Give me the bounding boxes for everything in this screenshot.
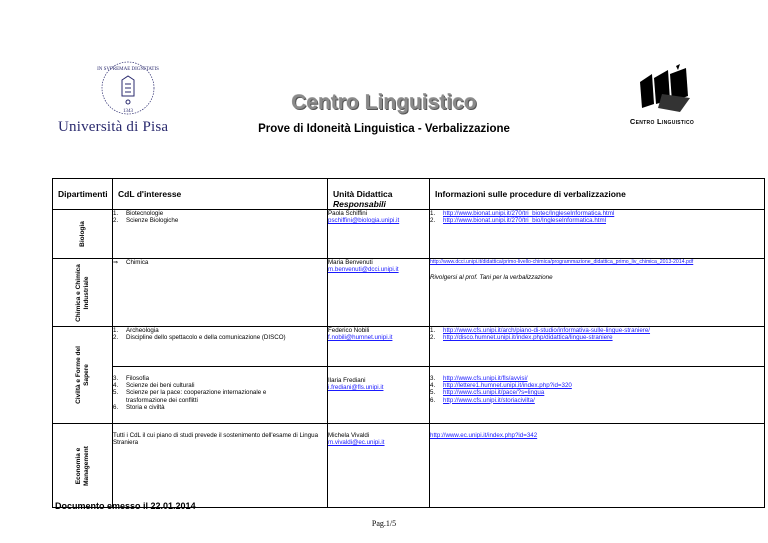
table-header-row: [53, 179, 765, 210]
dept-label: Economia e Management: [74, 445, 90, 486]
page-number: Pag.1/5: [371, 519, 397, 528]
svg-text:IN SVPREMAE DIGNITATIS: IN SVPREMAE DIGNITATIS: [97, 67, 159, 72]
list-num: 6.: [430, 396, 436, 404]
col-header-info: Informazioni sulle procedure di verbalizzazione: [430, 179, 765, 210]
cdl-cell: [113, 424, 328, 508]
university-name: Università di Pisa: [58, 119, 169, 135]
dept-cell: [53, 259, 113, 327]
list-num: 6.: [113, 403, 119, 411]
list-num: 1.: [430, 327, 436, 334]
list-num: 5.: [430, 389, 436, 397]
list-num: 2.: [113, 334, 119, 342]
list-num: 2.: [113, 217, 119, 225]
cdl-item: Chimica: [126, 259, 149, 266]
info-link[interactable]: http://www.cfs.unipi.it/pace/?s=lingua: [443, 389, 545, 397]
info-cell: [430, 327, 765, 367]
list-num: 1.: [113, 327, 119, 334]
verbalization-table: [52, 178, 765, 508]
list-num: 2.: [430, 217, 436, 225]
resp-name: Federico Nobili: [328, 327, 370, 334]
cdl-item: Scienze Biologiche: [126, 217, 179, 225]
resp-email-link[interactable]: i.frediani@fls.unipi.it: [328, 384, 384, 392]
info-link[interactable]: http://www.bionat.unipi.it/270/tri_biotec/IngleseInformatica.html: [443, 210, 615, 217]
resp-name: Ilaria Frediani: [328, 377, 366, 384]
svg-text:1343: 1343: [123, 109, 133, 114]
cdl-cell: [113, 327, 328, 367]
resp-name: Maria Benvenuti: [328, 259, 373, 266]
info-link[interactable]: http://lettere1.humnet.unipi.it/index.php?id=320: [443, 382, 572, 390]
list-num: 1.: [430, 210, 436, 217]
info-link[interactable]: http://www.cfs.unipi.it/fls/avvisi/: [443, 375, 528, 382]
col-header-unit-sub: Responsabili: [333, 199, 386, 209]
cdl-item: Tutti i CdL il cui piano di studi prevede il sostenimento dell'esame di Lingua Straniera: [113, 432, 319, 447]
dept-cell: [53, 327, 113, 424]
info-cell: [430, 259, 765, 327]
issued-date: Documento emesso il 22.01.2014: [55, 501, 196, 511]
cdl-item: Scienze per la pace: cooperazione internazionale e trasformazione dei conflitti: [126, 389, 267, 404]
resp-cell: [328, 210, 430, 259]
list-num: 4.: [113, 382, 119, 390]
cdl-item: Filosofia: [126, 375, 150, 382]
list-num: 1.: [113, 210, 119, 217]
cdl-item: Archeologia: [126, 327, 159, 334]
dept-cell: [53, 424, 113, 508]
list-num: 3.: [113, 375, 119, 382]
col-header-unit-label: Unità Didattica: [333, 189, 393, 199]
col-header-cdl: CdL d'interesse: [113, 179, 328, 210]
table-row: [53, 210, 765, 259]
list-num: 4.: [430, 382, 436, 390]
dept-label: Chimica e Chimica Industriale: [74, 263, 90, 322]
col-header-unit: [328, 179, 430, 210]
info-cell: [430, 424, 765, 508]
resp-email-link[interactable]: pschiffini@biologia.unipi.it: [328, 217, 400, 225]
info-link[interactable]: http://www.cfs.unipi.it/storiacivilta/: [443, 396, 535, 404]
list-num: 5.: [113, 389, 119, 397]
page-title: Centro Linguistico: [291, 91, 477, 114]
resp-cell: [328, 367, 430, 424]
dept-label: Biologia: [78, 221, 86, 247]
table-row: [53, 259, 765, 327]
cdl-cell: [113, 259, 328, 327]
cdl-item: Storia e civiltà: [126, 403, 165, 411]
cdl-cell: [113, 367, 328, 424]
info-link[interactable]: http://www.dcci.unipi.it/didattica/primo-livello-chimica/programmazione_didattica_primo_liv_chimica_2013-2014.pdf: [430, 259, 694, 265]
resp-email-link[interactable]: f.nobili@humnet.unipi.it: [328, 334, 393, 342]
info-link[interactable]: http://www.ec.unipi.it/index.php?id=342: [430, 432, 538, 439]
resp-name: Michela Vivaldi: [328, 432, 370, 439]
cdl-item: Scienze dei beni culturali: [126, 382, 195, 390]
info-cell: [430, 210, 765, 259]
centro-linguistico-logo: [632, 64, 696, 114]
resp-cell: [328, 327, 430, 367]
cdl-item: Discipline dello spettacolo e della comunicazione (DISCO): [126, 334, 286, 342]
centro-linguistico-name: Centro Linguistico: [629, 117, 695, 126]
col-header-dept: Dipartimenti: [53, 179, 113, 210]
resp-email-link[interactable]: m.vivaldi@ec.unipi.it: [328, 439, 385, 447]
arrow-bullet: ⇒: [113, 259, 119, 266]
resp-cell: [328, 259, 430, 327]
info-link[interactable]: http://www.bionat.unipi.it/270/tri_bio/IngleseInformatica.html: [443, 217, 607, 225]
table-row: [53, 327, 765, 367]
resp-email-link[interactable]: m.benvenuti@dcci.unipi.it: [328, 266, 399, 274]
list-num: 2.: [430, 334, 436, 342]
list-num: 3.: [430, 375, 436, 382]
cdl-cell: [113, 210, 328, 259]
page-subtitle: Prove di Idoneità Linguistica - Verbalizzazione: [258, 123, 510, 135]
resp-name: Paola Schiffini: [328, 210, 368, 217]
info-link[interactable]: http://www.cfs.unipi.it/arch/piano-di-studio/informativa-sulle-lingue-straniere/: [443, 327, 651, 334]
info-note: Rivolgersi al prof. Tani per la verbalizzazione: [430, 274, 553, 282]
info-link[interactable]: http://disco.humnet.unipi.it/index.php/didattica/lingue-straniere: [443, 334, 613, 342]
info-cell: [430, 367, 765, 424]
dept-label: Civiltà e Forme del Sapere: [74, 346, 90, 404]
table-row: [53, 424, 765, 508]
resp-cell: [328, 424, 430, 508]
table-row: [53, 367, 765, 424]
dept-cell: [53, 210, 113, 259]
cdl-item: Biotecnologie: [126, 210, 164, 217]
